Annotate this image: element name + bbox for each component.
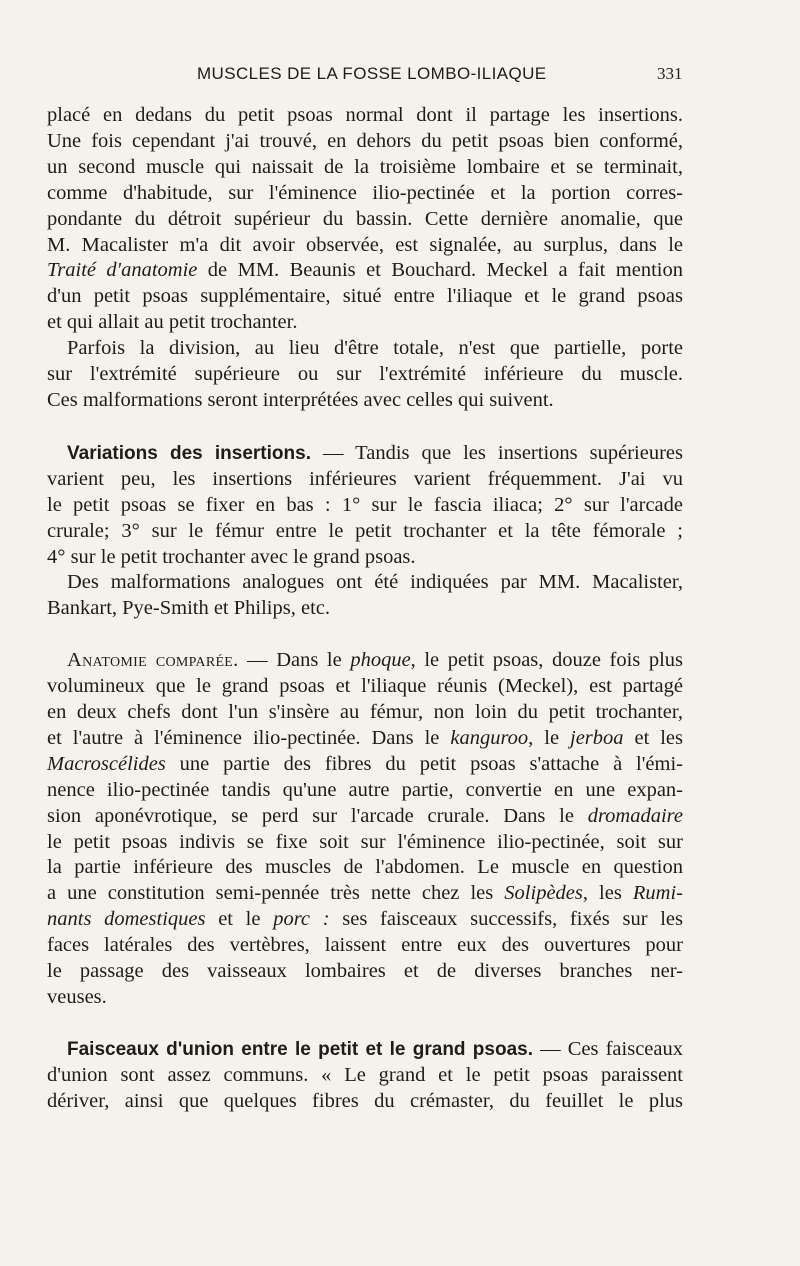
text-run: et le [205,908,274,931]
text-run: et l'autre à l'éminence ilio-pectinée. Dans le [47,726,451,749]
text-run: et les [623,726,683,749]
text-line: faces latérales des vertèbres, laissent entre eux des ouvertures pour [47,934,683,957]
text-line: volumineux que le grand psoas et l'iliaque réunis (Meckel), est partagé [47,675,683,698]
text-run: — Tandis que les insertions supérieures [310,441,683,464]
text-line: M. Macalister m'a dit avoir observée, est signalée, au surplus, dans le [47,233,683,256]
italic-term: jerboa [570,726,624,749]
italic-term: Rumi- [632,882,683,905]
paragraph-6 [47,1037,683,1115]
text-line: d'un petit psoas supplémentaire, situé entre l'iliaque et le grand psoas [47,285,683,308]
text-line: Parfois la division, au lieu d'être totale, n'est que partielle, porte [67,337,683,360]
text-line: Des malformations analogues ont été indiquées par MM. Macalister, [67,571,683,594]
paragraph-4 [47,570,683,622]
text-line: et qui allait au petit trochanter. [47,311,298,334]
page-number: 331 [657,64,683,83]
section-label: Anatomie comparée. [67,649,239,672]
italic-term: Solipèdes [504,882,583,905]
italic-term: kanguroo [450,726,529,749]
paragraph-spacer [47,414,683,441]
text-line [47,726,683,752]
paragraph-spacer [47,622,683,648]
text-run: , le [528,726,570,749]
text-line: Ces malformations seront interprétées avec celles qui suivent. [47,388,554,411]
paragraph-spacer [47,1011,683,1037]
text-line [47,752,683,778]
text-line: varient peu, les insertions inférieures varient fréquemment. J'ai vu [47,467,683,490]
italic-term: dromadaire [587,804,683,827]
text-line: sur l'extrémité supérieure ou sur l'extrémité inférieure du muscle. [47,363,683,386]
text-line: d'union sont assez communs. « Le grand et le petit psoas paraissent [47,1063,683,1086]
text-line: veuses. [47,986,107,1008]
text-run: , le petit psoas, douze fois plus [410,649,683,672]
text-line: la partie inférieure des muscles de l'abdomen. Le muscle en question [47,856,683,879]
text-line: 4° sur le petit trochanter avec le grand psoas. [47,545,416,568]
text-line: Une fois cependant j'ai trouvé, en dehors du petit psoas bien conformé, [47,129,683,152]
text-line [47,881,683,907]
text-line: le petit psoas se fixer en bas : 1° sur le fascia iliaca; 2° sur l'arcade [47,493,683,516]
paragraph-3 [47,441,683,571]
body-text [47,103,683,1115]
text-line: le petit psoas indivis se fixe soit sur l'éminence ilio-pectinée, soit sur [47,830,683,853]
text-line [47,258,683,284]
text-line: comme d'habitude, sur l'éminence ilio-pectinée et la portion corres- [47,181,683,204]
paragraph-5 [47,648,683,1011]
text-line [67,1037,683,1063]
paragraph-2 [47,336,683,414]
text-line: le passage des vaisseaux lombaires et de diverses branches ner- [47,960,683,983]
text-line: pondante du détroit supérieur du bassin. Cette dernière anomalie, que [47,207,683,230]
text-line: nence ilio-pectinée tandis qu'une autre partie, convertie en une expan- [47,778,683,801]
text-line: placé en dedans du petit psoas normal dont il partage les insertions. [47,104,683,126]
text-line: crurale; 3° sur le fémur entre le petit trochanter et la tête fémorale ; [47,519,683,542]
text-line [67,648,683,674]
italic-term: porc : [273,908,330,931]
italic-term: Macroscélides [47,752,166,775]
text-run: une partie des fibres du petit psoas s'attache à l'émi- [165,752,683,775]
section-heading: Faisceaux d'union entre le petit et le grand psoas. [67,1038,533,1060]
text-line: un second muscle qui naissait de la troisième lombaire et se terminait, [47,155,683,178]
italic-term: nants domestiques [47,908,206,931]
text-line: dériver, ainsi que quelques fibres du crémaster, du feuillet le plus [47,1089,683,1112]
section-heading: Variations des insertions. [67,442,311,464]
text-line [47,907,683,933]
text-run: — Ces faisceaux [533,1037,683,1060]
italic-title: Traité d'anatomie [47,259,198,282]
text-line: Bankart, Pye-Smith et Philips, etc. [47,597,330,620]
text-line: en deux chefs dont l'un s'insère au fémur, non loin du petit trochanter, [47,701,683,724]
text-run: de MM. Beaunis et Bouchard. Meckel a fait mention [197,259,683,282]
text-run: a une constitution semi-pennée très nette chez les [47,882,505,905]
text-line [67,441,683,467]
text-run: — Dans le [238,649,351,672]
text-line [47,804,683,830]
text-run: , les [582,882,633,905]
text-run: ses faisceaux successifs, fixés sur les [329,908,683,931]
page-header [0,64,800,92]
text-run: sion aponévrotique, se perd sur l'arcade crurale. Dans le [47,804,588,827]
running-title: MUSCLES DE LA FOSSE LOMBO-ILIAQUE [197,64,547,83]
italic-term: phoque [350,649,411,672]
paragraph-1 [47,103,683,336]
